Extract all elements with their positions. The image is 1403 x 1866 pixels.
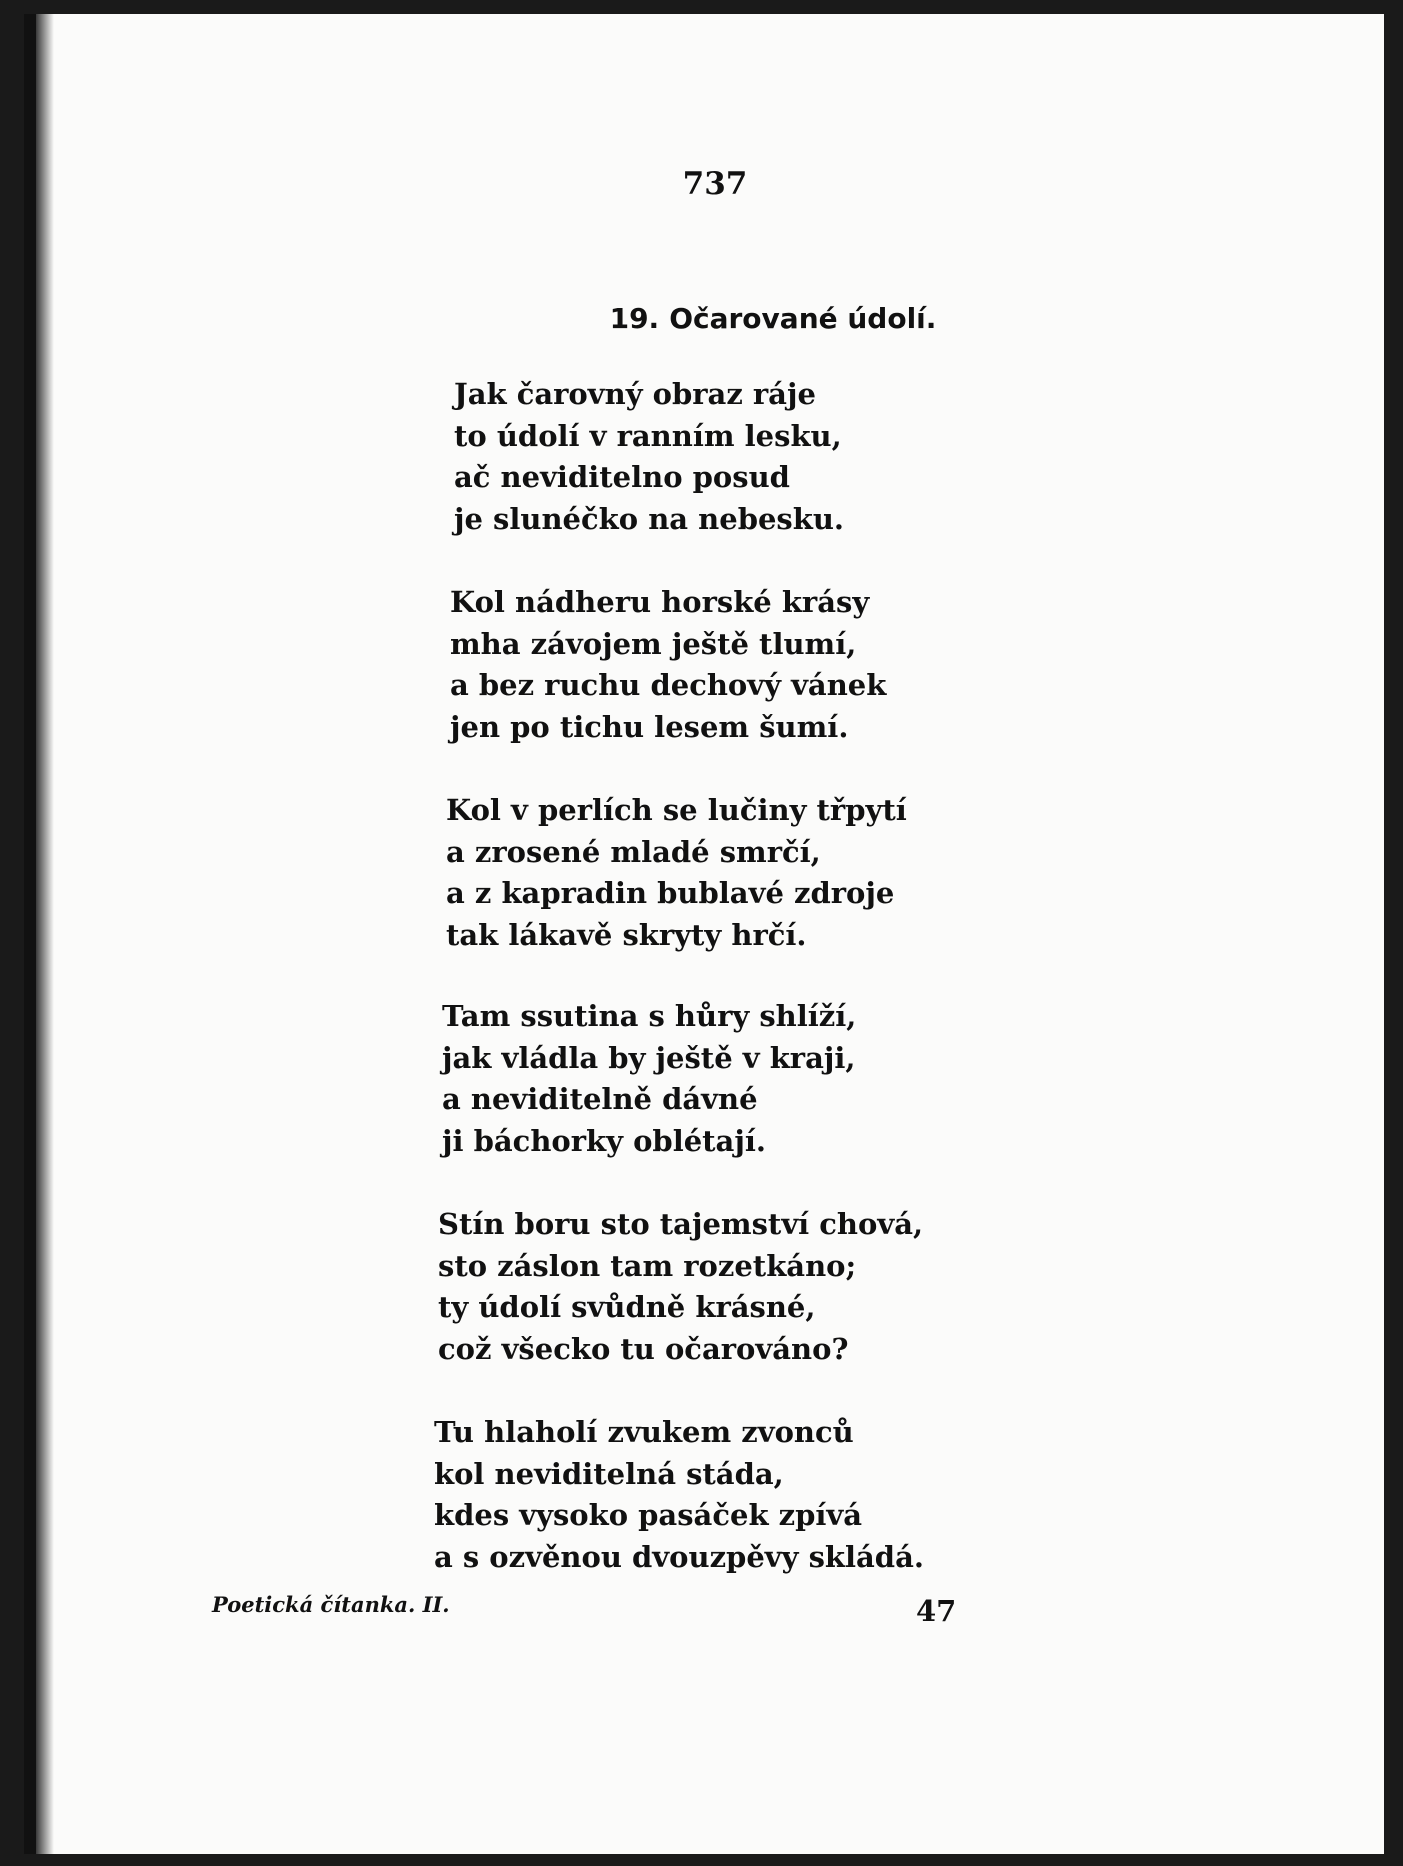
stanza-1 — [454, 374, 844, 540]
verse-line: sto záslon tam rozetkáno; — [438, 1248, 857, 1283]
stanza-5 — [438, 1204, 923, 1370]
verse-line: Kol nádheru horské krásy — [450, 585, 870, 619]
verse-line: je slunéčko na nebesku. — [454, 501, 845, 536]
scanned-page — [24, 14, 1384, 1854]
verse-line: tak lákavě skryty hrčí. — [446, 917, 807, 952]
verse-line: Kol v perlích se lučiny třpytí — [446, 793, 907, 827]
poem-number: 19. — [609, 302, 660, 335]
verse-line: ač neviditelno posud — [454, 460, 790, 494]
verse-line: a zrosené mladé smrčí, — [446, 834, 821, 869]
stanza-3 — [446, 790, 907, 956]
scan-edge-shadow — [36, 14, 54, 1854]
verse-line: kol neviditelná stáda, — [434, 1456, 784, 1491]
verse-line: jak vládla by ještě v kraji, — [442, 1040, 856, 1075]
stanza-4 — [442, 996, 856, 1162]
footer-book-title: Poetická čítanka. II. — [212, 1592, 450, 1617]
stanza-2 — [450, 582, 886, 748]
poem-title-text: Očarované údolí. — [669, 302, 937, 335]
verse-line: ty údolí svůdně krásné, — [438, 1290, 816, 1324]
verse-line: a neviditelně dávné — [442, 1082, 758, 1116]
verse-line: Stín boru sto tajemství chová, — [438, 1207, 924, 1241]
poem-title — [36, 302, 1384, 335]
verse-line: ji báchorky oblétají. — [442, 1123, 766, 1158]
verse-line: a z kapradin bublavé zdroje — [446, 876, 895, 910]
footer-signature-number: 47 — [916, 1594, 957, 1628]
verse-line: kdes vysoko pasáček zpívá — [434, 1498, 863, 1532]
verse-line: a bez ruchu dechový vánek — [450, 668, 887, 702]
verse-line: mha závojem ještě tlumí, — [450, 626, 857, 661]
verse-line: to údolí v ranním lesku, — [454, 418, 842, 453]
verse-line: Tam ssutina s hůry shlíží, — [442, 999, 857, 1033]
verse-line: jen po tichu lesem šumí. — [450, 709, 849, 744]
verse-line: což všecko tu očarováno? — [438, 1331, 849, 1366]
verse-line: Jak čarovný obraz ráje — [454, 377, 816, 411]
verse-line: a s ozvěnou dvouzpěvy skládá. — [434, 1539, 924, 1574]
page-number-top: 737 — [682, 166, 748, 202]
stanza-6 — [434, 1412, 924, 1578]
verse-line: Tu hlaholí zvukem zvonců — [434, 1415, 854, 1449]
